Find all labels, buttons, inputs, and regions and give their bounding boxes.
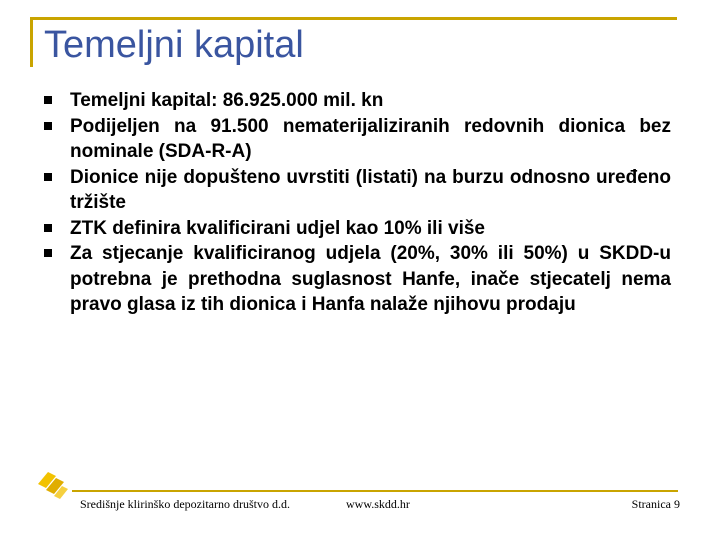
footer-website-link[interactable]: www.skdd.hr <box>346 497 410 511</box>
bullet-list <box>44 88 671 318</box>
slide-title: Temeljni kapital <box>44 24 304 66</box>
square-bullet-icon <box>44 96 52 104</box>
bullet-item <box>44 241 671 318</box>
footer-page-number: Stranica 9 <box>631 497 680 511</box>
footer-organization: Središnje klirinško depozitarno društvo d.d. <box>80 497 290 511</box>
bullet-item <box>44 165 671 216</box>
square-bullet-icon <box>44 224 52 232</box>
bullet-text: Temeljni kapital: 86.925.000 mil. kn <box>70 90 384 111</box>
square-bullet-icon <box>44 122 52 130</box>
bullet-text: Dionice nije dopušteno uvrstiti (listati) na burzu odnosno uređeno tržište <box>70 166 671 213</box>
square-bullet-icon <box>44 173 52 181</box>
bullet-text: Podijeljen na 91.500 nematerijaliziranih redovnih dionica bez nominale (SDA-R-A) <box>70 115 671 162</box>
bullet-item <box>44 216 671 242</box>
bullet-item <box>44 114 671 165</box>
skdd-logo-icon <box>32 462 72 502</box>
title-frame-top-line <box>30 17 677 20</box>
bullet-item <box>44 88 671 114</box>
bullet-text: ZTK definira kvalificirani udjel kao 10% ili više <box>70 217 485 239</box>
title-frame-left-line <box>30 17 33 67</box>
bullet-text: Za stjecanje kvalificiranog udjela (20%, 30% ili 50%) u SKDD-u potrebna je prethodna suglasnost Hanfe, inače stjecatelj nema pravo glasa iz tih dionica i Hanfa nalaže njihovu prodaju <box>70 243 671 315</box>
footer-divider <box>72 490 678 492</box>
square-bullet-icon <box>44 249 52 257</box>
